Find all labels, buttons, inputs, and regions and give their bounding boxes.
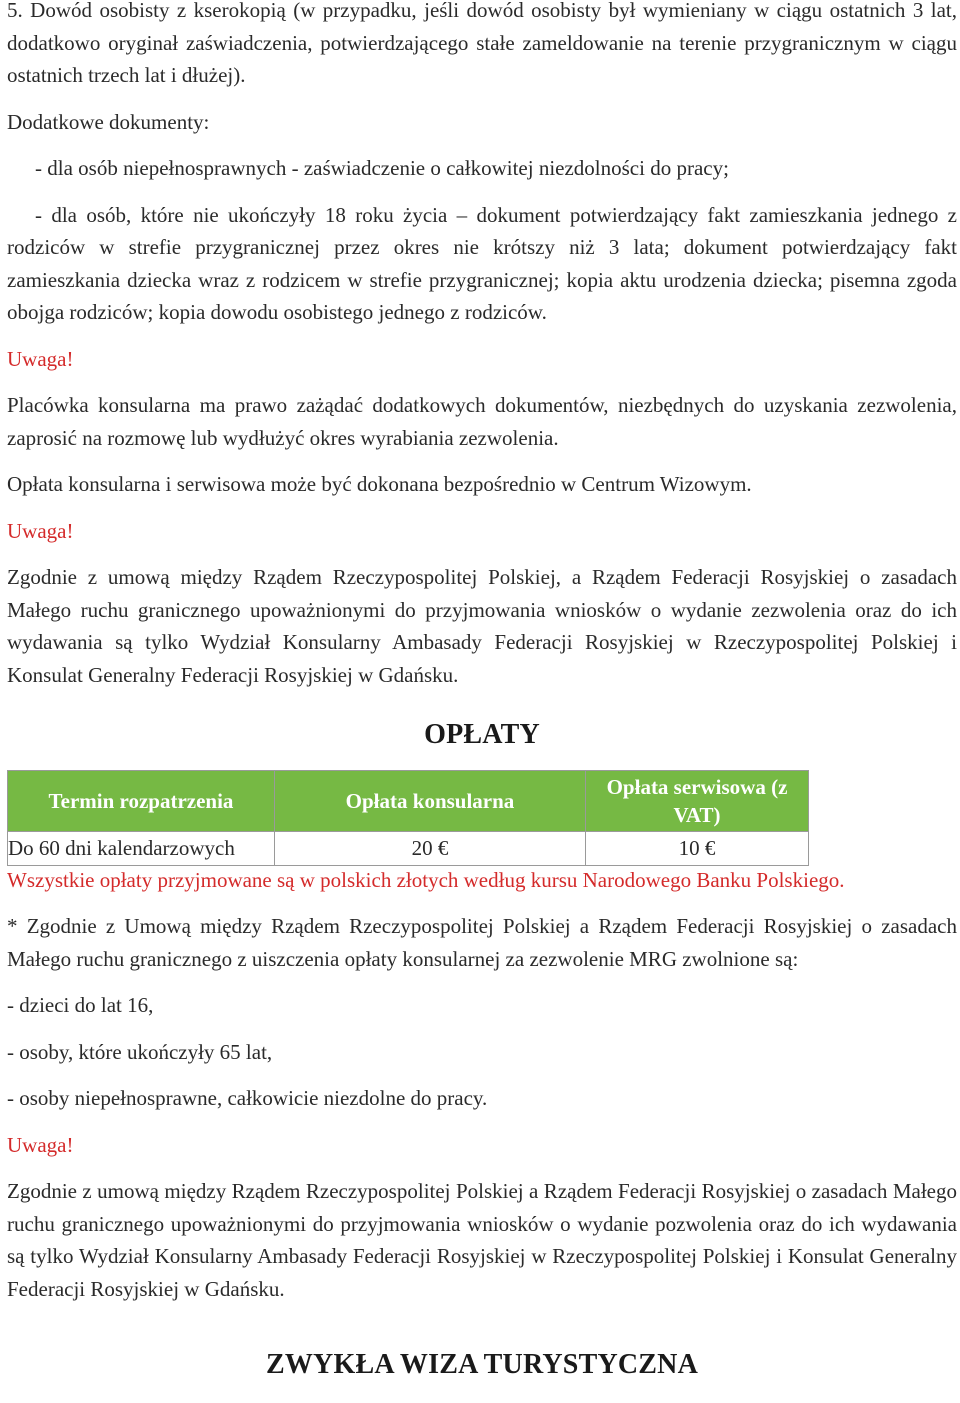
fees-heading: OPŁATY bbox=[424, 719, 540, 750]
notice-label-1: Uwaga! bbox=[7, 346, 74, 371]
fees-table bbox=[7, 770, 809, 866]
notice-label-3: Uwaga! bbox=[7, 1132, 74, 1157]
fees-header-term: Termin rozpatrzenia bbox=[8, 770, 275, 831]
document-item-5: 5. Dowód osobisty z kserokopią (w przypadku, jeśli dowód osobisty był wymieniany w ciągu ostatnich 3 lat, dodatkowo oryginał zaświadczenia, potwierdzającego stałe zameldowanie na terenie przygranicznym w ciągu ostatnich trzech lat i dłużej). bbox=[7, 0, 957, 87]
notice-text-2: Zgodnie z umową między Rządem Rzeczypospolitej Polskiej, a Rządem Federacji Rosyjskiej o zasadach Małego ruchu granicznego upoważnionymi do przyjmowania wniosków o wydanie zezwolenia oraz do ich wydawania są tylko Wydział Konsularny Ambasady Federacji Rosyjskiej w Rzeczypospolitej Polskiej i Konsulat Generalny Federacji Rosyjskiej w Gdańsku. bbox=[7, 565, 957, 687]
fees-table-header-row bbox=[8, 770, 809, 831]
fees-cell-service: 10 € bbox=[586, 831, 809, 865]
list-item: - osoby, które ukończyły 65 lat, bbox=[7, 1039, 273, 1064]
tourist-visa-heading: ZWYKŁA WIZA TURYSTYCZNA bbox=[265, 1349, 699, 1380]
payment-note: Opłata konsularna i serwisowa może być dokonana bezpośrednio w Centrum Wizowym. bbox=[7, 472, 752, 496]
notice-label-2: Uwaga! bbox=[7, 518, 74, 543]
additional-minors-item: - dla osób, które nie ukończyły 18 roku życia – dokument potwierdzający fakt zamieszkania jednego z rodziców w strefie przygranicznej przez okres nie krótszy niż 3 lata; dokument potwierdzający fakt zamieszkania dziecka wraz z rodzicem w strefie przygranicznej; kopia aktu urodzenia dziecka; pisemna zgoda obojga rodziców; kopia dowodu osobistego jednego z rodziców. bbox=[7, 202, 957, 324]
additional-documents-label: Dodatkowe dokumenty: bbox=[7, 109, 210, 134]
table-row bbox=[8, 831, 809, 865]
notice-text-3: Zgodnie z umową między Rządem Rzeczypospolitej Polskiej a Rządem Federacji Rosyjskiej o zasadach Małego ruchu granicznego upoważnionymi do przyjmowania wniosków o wydanie pozwolenia oraz do ich wydawania są tylko Wydział Konsularny Ambasady Federacji Rosyjskiej w Rzeczypospolitej Polskiej i Konsulat Generalny Federacji Rosyjskiej w Gdańsku. bbox=[7, 1179, 957, 1301]
notice-text-1: Placówka konsularna ma prawo zażądać dodatkowych dokumentów, niezbędnych do uzyskania zezwolenia, zaprosić na rozmowę lub wydłużyć okres wyrabiania zezwolenia. bbox=[7, 393, 957, 450]
fees-cell-term: Do 60 dni kalendarzowych bbox=[8, 831, 275, 865]
fees-header-service: Opłata serwisowa (z VAT) bbox=[586, 770, 809, 831]
list-item: - osoby niepełnosprawne, całkowicie niezdolne do pracy. bbox=[7, 1086, 488, 1110]
list-item: - dzieci do lat 16, bbox=[7, 993, 154, 1017]
fees-cell-consular: 20 € bbox=[275, 831, 586, 865]
additional-disabled-item: - dla osób niepełnosprawnych - zaświadczenie o całkowitej niezdolności do pracy; bbox=[35, 156, 729, 180]
exemptions-intro: * Zgodnie z Umową między Rządem Rzeczypospolitej Polskiej a Rządem Federacji Rosyjskiej o zasadach Małego ruchu granicznego z uiszczenia opłaty konsularnej za zezwolenie MRG zwolnione są: bbox=[7, 914, 957, 971]
fees-header-consular: Opłata konsularna bbox=[275, 770, 586, 831]
currency-note: Wszystkie opłaty przyjmowane są w polskich złotych według kursu Narodowego Banku Polskiego. bbox=[7, 867, 845, 892]
document-page bbox=[7, 0, 957, 1382]
